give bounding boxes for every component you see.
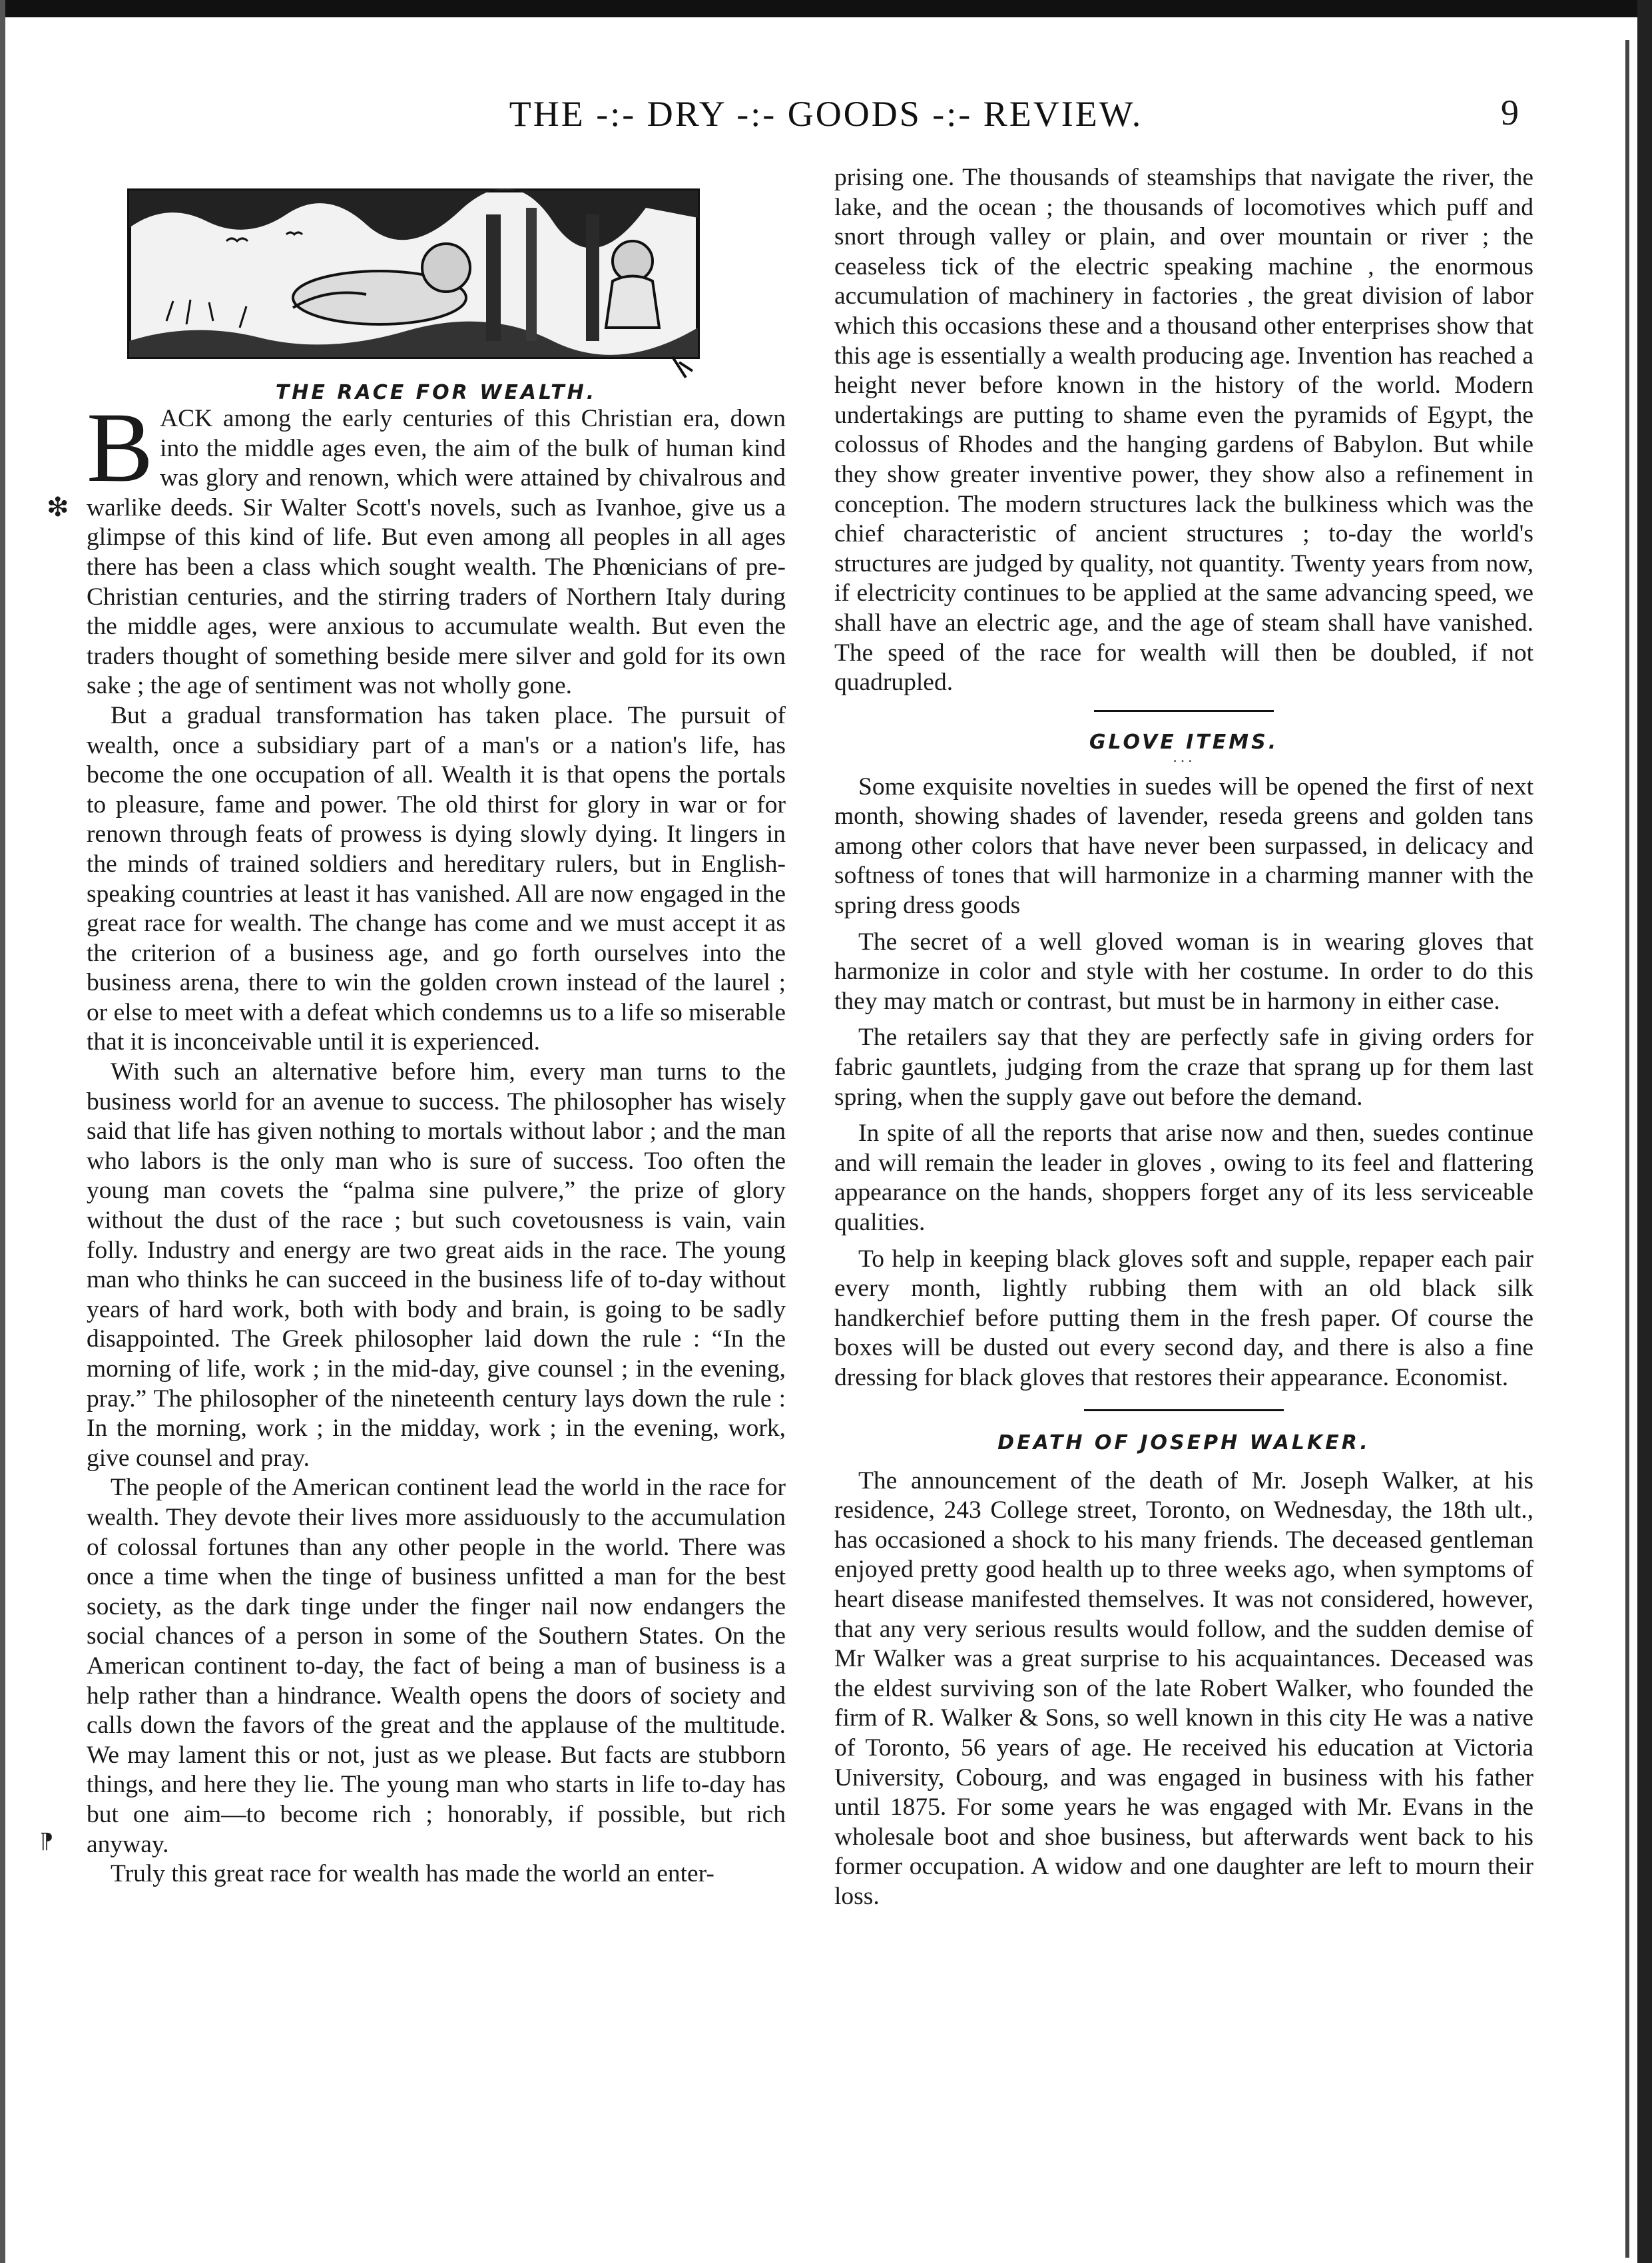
race-paragraph-5: Truly this great race for wealth has made the world an enter- xyxy=(111,1860,714,1888)
page-number: 9 xyxy=(1501,93,1519,133)
boys-lying-in-grass-engraving xyxy=(127,188,700,381)
glove-paragraph-5: To help in keeping black gloves soft and supple, repaper each pair every month, lightly rubbing them with an old black silk handkerchief before putting them in the fresh paper. Of course the boxes will be dusted out every second day, and there is also a fine dressing for black gloves that restores their appearance. Economist. xyxy=(834,1245,1533,1391)
section-divider xyxy=(1084,1409,1284,1411)
margin-annotation-icon: ⁋ xyxy=(40,1829,54,1853)
page-right-border xyxy=(1637,0,1652,2263)
glove-paragraph-2: The secret of a well gloved woman is in wearing gloves that harmonize in color and style with her costume. In order to do this they may match or contrast, but must be in harmony in either case. xyxy=(834,928,1533,1015)
death-notice-paragraph: The announcement of the death of Mr. Joseph Walker, at his residence, 243 College street, Toronto, on Wednesday, the 18th ult., has occasioned a shock to his many friends. The deceased gentleman enjoyed pretty good health up to three weeks ago, when symptoms of heart disease manifested themselves. It was not considered, however, that any very serious results would follow, and the sudden demise of Mr Walker was a great surprise to his acquaintances. Deceased was the eldest surviving son of the late Robert Walker, who founded the firm of R. Walker & Sons, so well known in this city He was a native of Toronto, 56 years of age. He received his education at Victoria University, Cobourg, and was engaged in business with his father until 1875. For some years he was engaged with Mr. Evans in the wholesale boot and shoe business, but afterwards went back to his former occupation. A widow and one daughter are left to mourn their loss. xyxy=(834,1466,1533,1910)
section-title-race-for-wealth: THE RACE FOR WEALTH. xyxy=(275,381,597,404)
glove-paragraph-4: In spite of all the reports that arise now and then, suedes continue and will remain the leader in gloves , owing to its feel and flattering appearance on the hands, shoppers forget any of its less serviceable qualities. xyxy=(834,1120,1533,1236)
page-binding-line xyxy=(1625,40,1629,2258)
section-title-glove-items: GLOVE ITEMS. xyxy=(1089,730,1279,754)
glove-paragraph-1: Some exquisite novelties in suedes will be opened the first of next month, showing shades of lavender, reseda greens and golden tans among other colors that have never been surpassed, in delicacy and softness of tones that will harmonize in a charming manner with the spring dress goods xyxy=(834,773,1533,920)
race-paragraph-1: ACK among the early centuries of this Christian era, down into the middle ages even, the aim of the bulk of human kind was glory and renown, which were attained by chivalrous and warlike deeds. Sir Walter Scott's novels, such as Ivanhoe, give us a glimpse of this kind of life. But even among all peoples in all ages there has been a class which sought wealth. The Phœnicians of pre-Christian centuries, and the stirring traders of Northern Italy during the middle ages, were anxious to accumulate wealth. But even the traders thought of something beside mere silver and gold for its own sake ; the age of sentiment was not wholly gone. xyxy=(87,405,786,700)
section-divider xyxy=(1094,710,1274,712)
left-column xyxy=(87,166,786,1889)
margin-mark-icon: ❇ xyxy=(47,492,69,522)
section-title-death-of-joseph-walker: DEATH OF JOSEPH WALKER. xyxy=(997,1431,1370,1455)
race-paragraph-3: With such an alternative before him, every man turns to the business world for an avenue to success. The philosopher has wisely said that life has given nothing to mortals without labor ; and the man who labors is the only man who is sure of success. Too often the young man covets the “palma sine pulvere,” the prize of glory without the dust of the race ; but such covetousness is vain, vain folly. Industry and energy are two great aids in the race. The young man who thinks he can succeed in the business life of to-day without years of hard work, both with body and brain, is going to be sadly disappointed. The Greek philosopher laid down the rule : “In the morning of life, work ; in the mid-day, give counsel ; in the evening, pray.” The philosopher of the nineteenth century lays down the rule : In the morning, work ; in the midday, work ; in the evening, work, give counsel and pray. xyxy=(87,1058,786,1472)
right-column xyxy=(834,163,1533,1911)
page-top-border xyxy=(0,0,1652,17)
masthead: THE -:- DRY -:- GOODS -:- REVIEW. xyxy=(509,94,1143,134)
drop-cap-letter: B xyxy=(87,392,154,503)
race-paragraph-continued: prising one. The thousands of steamships that navigate the river, the lake, and the ocean ; the thousands of locomotives which puff and snort through valley or plain, and over mountain or river ; the ceaseless tick of the electric speaking machine , the enormous accumulation of machinery in factories , the great division of labor which this occasions these and a thousand other enterprises show that this age is essentially a wealth producing age. Invention has reached a height never before known in the history of the world. Modern undertakings are putting to shame even the pyramids of Egypt, the colossus of Rhodes and the hanging gardens of Babylon. But while they show greater inventive power, they show also a refinement in conception. The modern structures lack the bulkiness which was the chief characteristic of ancient structures ; to-day the world's structures are judged by quality, not quantity. Twenty years from now, if electricity continues to be applied at the same advancing speed, we shall have an electric age, and the age of steam shall have vanished. The speed of the race for wealth will then be doubled, if not quadrupled. xyxy=(834,164,1533,697)
page-left-border xyxy=(0,0,5,2263)
race-paragraph-2: But a gradual transformation has taken place. The pursuit of wealth, once a subsidiary part of a man's or a nation's life, has become the one occupation of all. Wealth it is that opens the portals to pleasure, fame and power. The old thirst for glory in war or for renown through feats of prowess is dying slowly dying. It lingers in the minds of trained soldiers and hereditary rulers, but in English-speaking countries at least it has vanished. All are now engaged in the great race for wealth. The change has come and we must accept it as the criterion of a business age, and go forth ourselves into the business arena, there to win the golden crown instead of the laurel ; or else to meet with a defeat which condemns us to a life so miserable that it is inconceivable until it is experienced. xyxy=(87,701,786,1056)
ornament-dots: ··· xyxy=(1173,752,1195,769)
glove-paragraph-3: The retailers say that they are perfectly safe in giving orders for fabric gauntlets, judging from the craze that sprang up for them last spring, when the supply gave out before the demand. xyxy=(834,1024,1533,1111)
race-paragraph-4: The people of the American continent lead the world in the race for wealth. They devote their lives more assiduously to the accumulation of colossal fortunes than any other people in the world. There was once a time when the tinge of business unfitted a man for the best society, as the dark tinge under the finger nail now endangers the social chances of a person in some of the Southern States. On the American continent to-day, the fact of being a man of business is a help rather than a hindrance. Wealth opens the doors of society and calls down the favors of the great and the applause of the multitude. We may lament this or not, just as we please. But facts are stubborn things, and here they lie. The young man who starts in life to-day has but one aim—to become rich ; honorably, if possible, but rich anyway. xyxy=(87,1474,786,1858)
